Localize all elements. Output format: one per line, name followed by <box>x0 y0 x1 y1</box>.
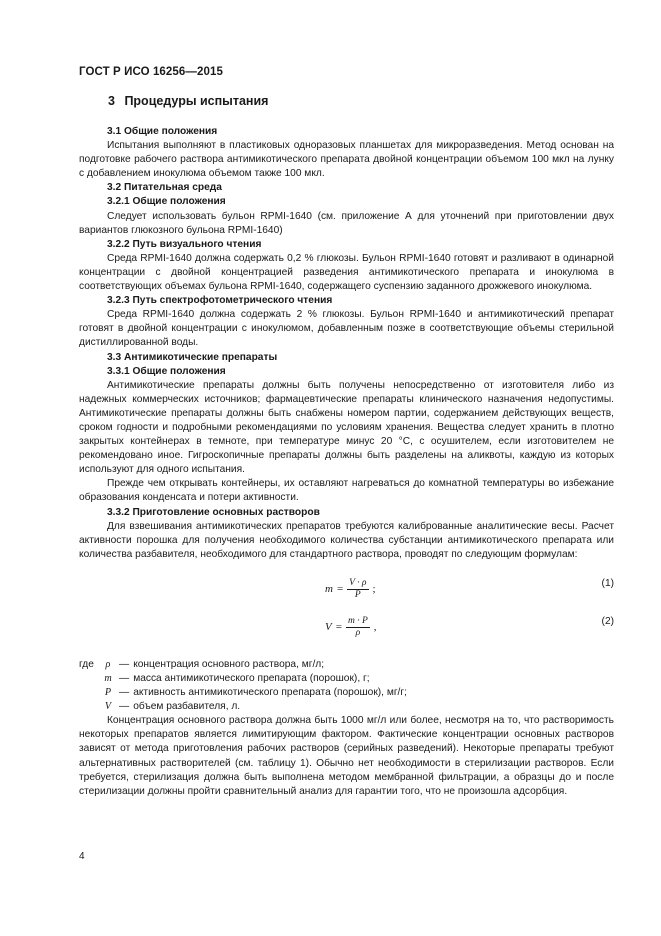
page-number: 4 <box>79 851 85 862</box>
formula-2-lhs: V <box>325 621 332 634</box>
where-description: объем разбавителя, л. <box>133 701 241 713</box>
heading-3-2-2: 3.2.2 Путь визуального чтения <box>107 238 262 250</box>
section-number: 3 <box>108 94 115 108</box>
formula-1-numerator: V · ρ <box>349 577 367 588</box>
where-symbol: P <box>104 687 112 699</box>
where-description: концентрация основного раствора, мг/л; <box>133 658 325 670</box>
where-symbol: m <box>104 673 112 684</box>
section-title-text: Процедуры испытания <box>124 94 269 108</box>
paragraph-3-3-2: Для взвешивания антимикотических препаратов требуются калиброванные аналитические весы. Расчет активности порошка для получения необходимого количества субстанции антимикотического препарата или количества разбавителя, необходимого для стандартного раствора, проводят по следующим формулам: <box>79 520 614 560</box>
where-symbol: ρ <box>105 658 111 670</box>
paragraph-3-3-1-b: Прежде чем открывать контейнеры, их оставляют нагреваться до комнатной температуры во избежание образования конденсата и потери активности. <box>79 478 614 504</box>
section-title <box>108 94 268 108</box>
where-description: масса антимикотического препарата (порошок), г; <box>133 673 370 684</box>
where-row: где ρ — концентрация основного раствора, мг/л; <box>79 658 614 672</box>
formula-1-denominator: P <box>354 589 361 600</box>
document-header: ГОСТ Р ИСО 16256—2015 <box>79 66 224 78</box>
where-lead: где <box>79 658 94 670</box>
formula-2: V = $\frac{m \cdot P}{\rho}$ , (2) <box>325 615 614 638</box>
where-symbol: V <box>104 701 112 713</box>
where-row: V — объем разбавителя, л. <box>79 700 614 714</box>
where-row: m — масса антимикотического препарата (порошок), г; <box>79 672 614 686</box>
heading-3-2-1: 3.2.1 Общие положения <box>107 196 226 208</box>
formula-1-lhs: m <box>325 583 333 596</box>
paragraph-final: Концентрация основного раствора должна быть 1000 мг/л или более, несмотря на то, что растворимость некоторых препаратов является лимитирующим фактором. Фактические концентрации основных растворов зависят от метода приготовления рабочих растворов (серийных разведений). Некоторые препараты требуют альтернативных растворителей (см. таблицу 1). Обычно нет необходимости в стерилизации растворов. Если требуется, стерилизация должна быть выполнена методом мембранной фильтрации, а образцы до и после стерилизации должны пройти сравнительный анализ для гарантии того, что не произошла адсорбция. <box>79 715 614 797</box>
formula-1-number: (1) <box>601 577 614 589</box>
heading-3-2: 3.2 Питательная среда <box>107 182 222 194</box>
paragraph-3-2-1: Следует использовать бульон RPMI-1640 (см. приложение А для уточнений при приготовлении двух вариантов глюкозного бульона RPMI-1640) <box>79 210 614 236</box>
paragraph-3-2-2: Среда RPMI-1640 должна содержать 0,2 % глюкозы. Бульон RPMI-1640 готовят и разливают в одинарной концентрации с двойной концентрацией разведения антимикотического препарата и инокулюма в соответствующих объемах бульона RPMI-1640, содержащего суспензию заданного дрожжевого инокулюма. <box>79 252 614 293</box>
document-body <box>79 125 614 799</box>
paragraph-3-1: Испытания выполняют в пластиковых одноразовых планшетах для микроразведения. Метод основан на подготовке рабочего раствора антимикотического препарата двойной концентрации объемом 100 мкл на лунку с добавлением инокулюма объемом также 100 мкл. <box>79 140 614 180</box>
formula-1-tail: ; <box>372 583 376 596</box>
formula-2-denominator: ρ <box>355 627 361 638</box>
heading-3-3: 3.3 Антимикотические препараты <box>107 351 278 363</box>
heading-3-3-2: 3.3.2 Приготовление основных растворов <box>107 506 320 518</box>
formula-2-tail: , <box>373 621 377 634</box>
where-description: активность антимикотического препарата (порошок), мг/г; <box>133 687 407 699</box>
heading-3-3-1: 3.3.1 Общие положения <box>107 365 226 377</box>
where-list <box>79 658 614 714</box>
formula-2-number: (2) <box>601 615 614 627</box>
formula-2-numerator: m · P <box>347 615 368 626</box>
heading-3-1: 3.1 Общие положения <box>107 126 218 137</box>
paragraph-3-2-3: Среда RPMI-1640 должна содержать 2 % глюкозы. Бульон RPMI-1640 и антимикотический препарат готовят в двойной концентрации с инокулюмом, добавленным позже в соответствующие объемы стерильной дистиллированной воды. <box>79 309 614 349</box>
formula-2-fraction <box>346 616 370 639</box>
formula-1-fraction <box>347 578 368 601</box>
where-row: P — активность антимикотического препарата (порошок), мг/г; <box>79 686 614 700</box>
paragraph-3-3-1-a: Антимикотические препараты должны быть получены непосредственно от изготовителя либо из надежных коммерческих источников; фармацевтические препараты клинического назначения недопустимы. Антимикотические препараты должны быть снабжены номером партии, содержанием действующих веществ, сроком годности и подробными рекомендациями по условиям хранения. Вещества следует хранить в плотно закрытых контейнерах в темноте, при температуре минус 20 °С, с осушителем, если изготовителем не рекомендовано иное. Гигроскопичные препараты должны быть разделены на аликвоты, каждую из которых используют для одного испытания. <box>79 379 614 476</box>
formula-1: m = $\frac{V \cdot \rho}{P}$ ; (1) <box>325 577 614 600</box>
heading-3-2-3: 3.2.3 Путь спектрофотометрического чтения <box>107 295 333 307</box>
